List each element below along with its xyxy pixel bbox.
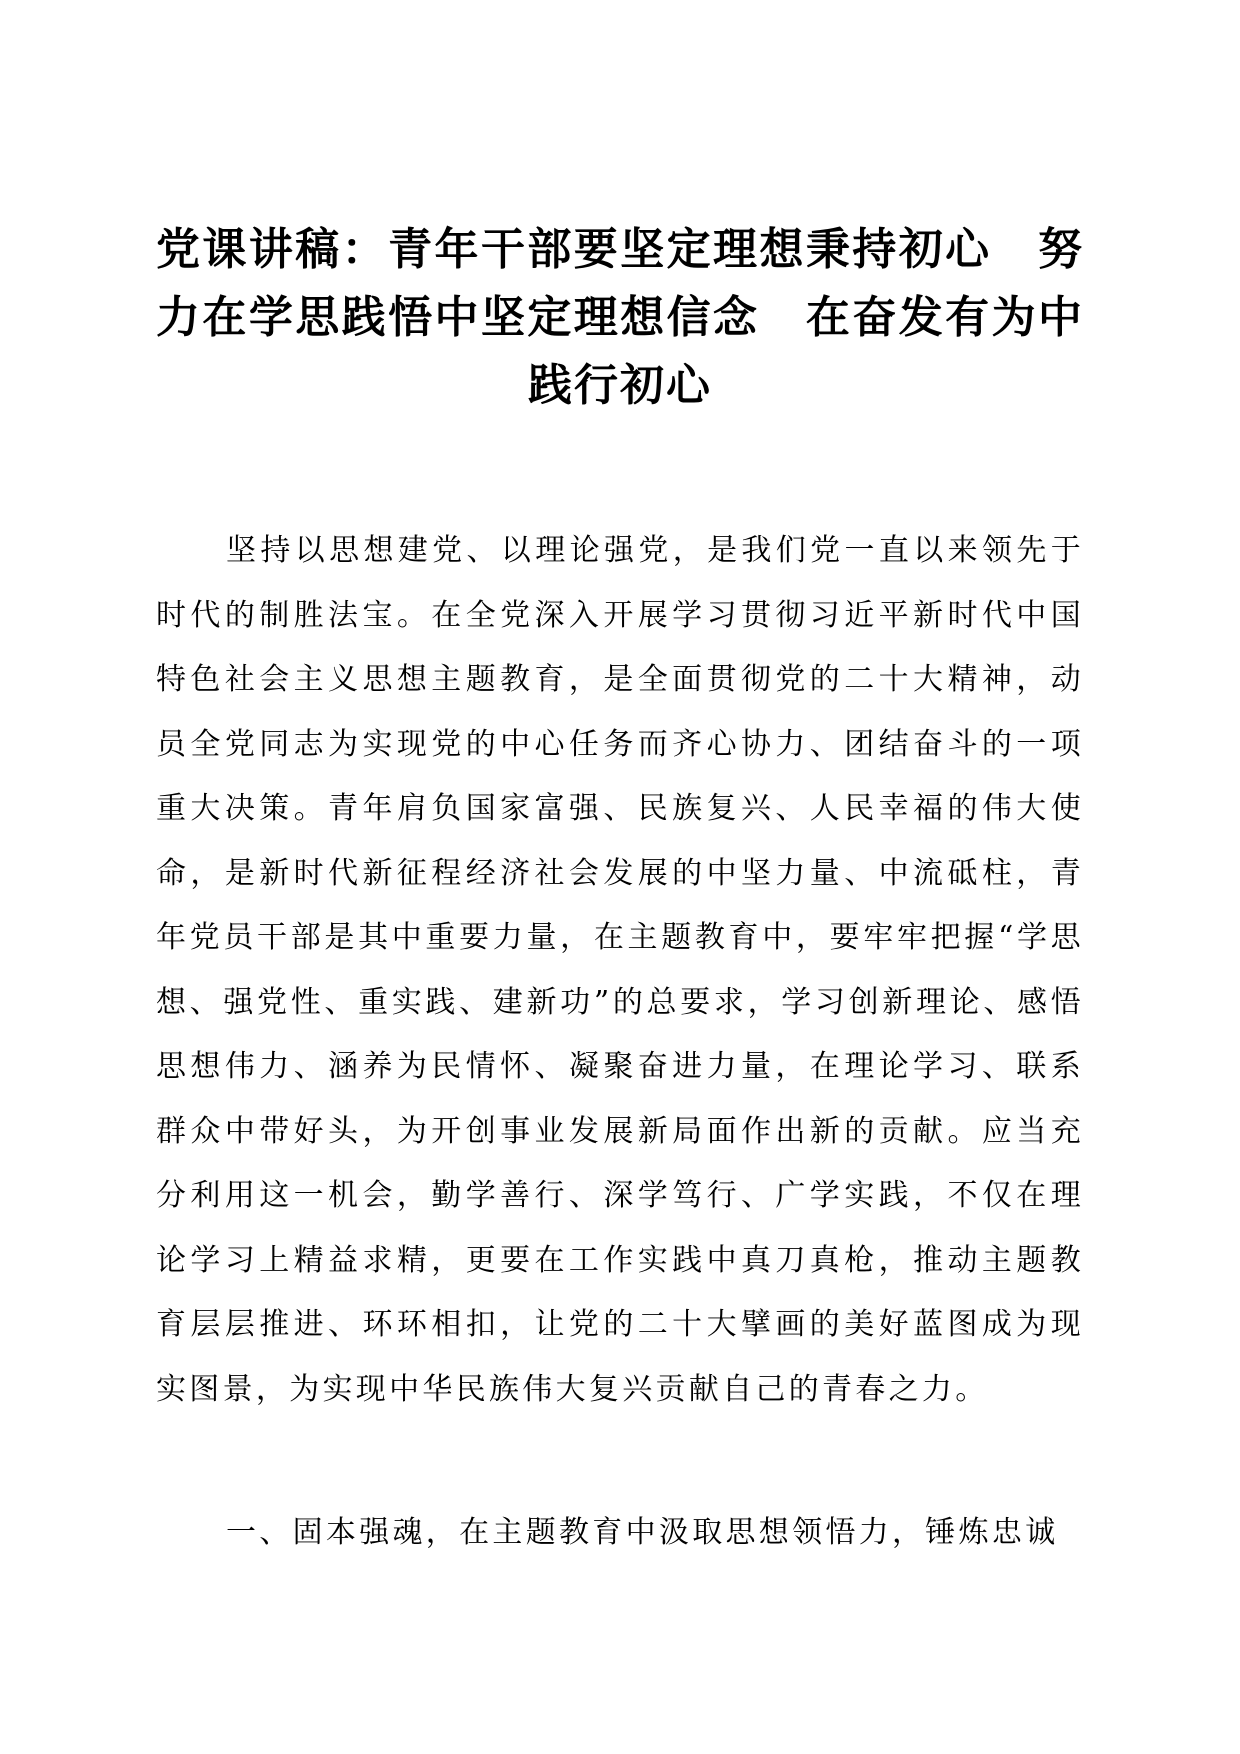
document-title: 党课讲稿：青年干部要坚定理想秉持初心 努力在学思践悟中坚定理想信念 在奋发有为中践行初心 [156, 224, 1084, 411]
body-paragraph: 坚持以思想建党、以理论强党，是我们党一直以来领先于时代的制胜法宝。在全党深入开展学习贯彻习近平新时代中国特色社会主义思想主题教育，是全面贯彻党的二十大精神，动员全党同志为实现党的中心任务而齐心协力、团结奋斗的一项重大决策。青年肩负国家富强、民族复兴、人民幸福的伟大使命，是新时代新征程经济社会发展的中坚力量、中流砥柱，青年党员干部是其中重要力量，在主题教育中，要牢牢把握“学思想、强党性、重实践、建新功”的总要求，学习创新理论、感悟思想伟力、涵养为民情怀、凝聚奋进力量，在理论学习、联系群众中带好头，为开创事业发展新局面作出新的贡献。应当充分利用这一机会，勤学善行、深学笃行、广学实践，不仅在理论学习上精益求精，更要在工作实践中真刀真枪，推动主题教育层层推进、环环相扣，让党的二十大擘画的美好蓝图成为现实图景，为实现中华民族伟大复兴贡献自己的青春之力。 [156, 533, 1084, 1407]
section-heading: 一、固本强魂，在主题教育中汲取思想领悟力，锤炼忠诚 [226, 1515, 1059, 1550]
